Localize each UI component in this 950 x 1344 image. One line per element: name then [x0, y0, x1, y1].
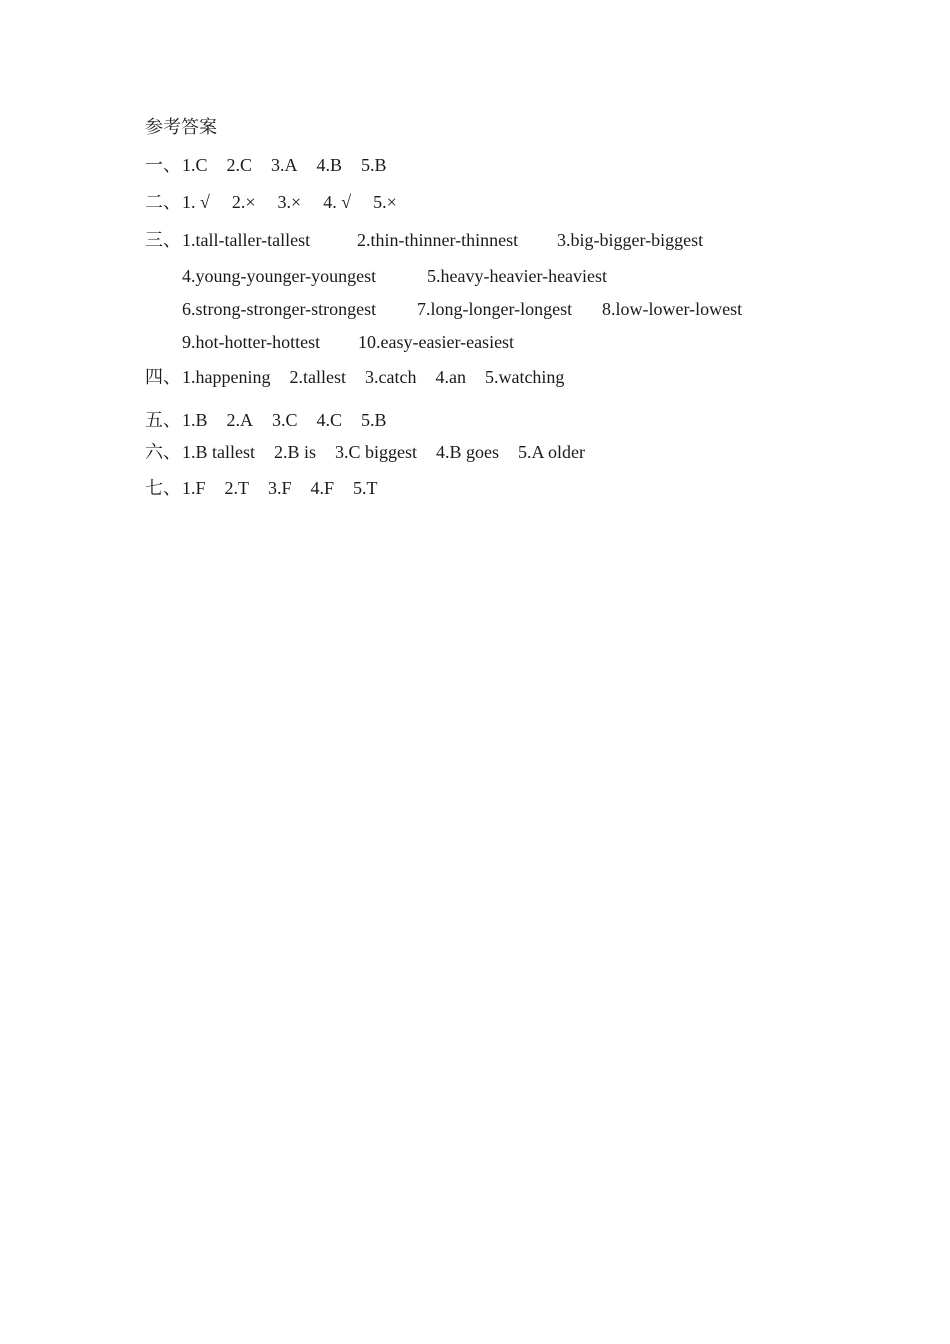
section-prefix: 四、 — [145, 367, 181, 387]
answer-item: 2.tallest — [289, 367, 346, 387]
answer-item: 3.big-bigger-biggest — [557, 230, 704, 250]
answer-item: 4.F — [310, 478, 335, 498]
answer-item: 3.catch — [364, 367, 417, 387]
section-prefix: 一、 — [145, 155, 181, 175]
section-2 — [145, 190, 416, 214]
answer-item: 2.C — [226, 155, 253, 175]
section-4 — [145, 365, 583, 389]
answer-item: 5.B — [361, 155, 387, 175]
answer-item: 3.C biggest — [335, 442, 418, 462]
answer-item: 4.B — [316, 155, 343, 175]
answer-item: 4.C — [316, 410, 343, 430]
section-6 — [145, 440, 604, 464]
answer-item: 2.T — [224, 478, 250, 498]
section-prefix: 二、 — [145, 192, 181, 212]
answer-item: 4.an — [435, 367, 466, 387]
section-1 — [145, 153, 406, 177]
answer-item: 1. √ — [182, 192, 210, 212]
answer-item: 4.young-younger-youngest — [182, 266, 377, 286]
page-title: 参考答案 — [145, 117, 217, 137]
answer-item: 5.A older — [518, 442, 586, 462]
answer-item: 4. √ — [323, 192, 352, 212]
answer-item: 3.F — [268, 478, 292, 498]
answer-item: 5.watching — [484, 367, 565, 387]
answer-item: 2.thin-thinner-thinnest — [357, 230, 519, 250]
answer-item: 4.B goes — [436, 442, 500, 462]
answer-item: 3.C — [272, 410, 298, 430]
answer-item: 2.A — [226, 410, 254, 430]
answer-item: 10.easy-easier-easiest — [358, 332, 515, 352]
answer-item: 2.× — [231, 192, 256, 212]
answer-item: 5.B — [361, 410, 387, 430]
answer-item: 5.T — [353, 478, 378, 498]
answer-item: 1.happening — [182, 367, 271, 387]
answer-item: 1.B tallest — [182, 442, 255, 462]
answer-item: 1.B — [182, 410, 208, 430]
answer-item: 5.heavy-heavier-heaviest — [427, 266, 608, 286]
section-3-line-1 — [145, 228, 845, 252]
answer-item: 5.× — [373, 192, 397, 212]
answer-item: 8.low-lower-lowest — [602, 299, 743, 319]
section-prefix: 五、 — [145, 410, 181, 430]
answer-item: 6.strong-stronger-strongest — [182, 299, 377, 319]
section-prefix: 七、 — [145, 478, 181, 498]
answer-item: 1.C — [182, 155, 208, 175]
answer-item: 2.B is — [274, 442, 317, 462]
section-3-line-3 — [145, 297, 845, 321]
section-3-line-4 — [145, 330, 845, 354]
section-prefix: 三、 — [145, 230, 181, 250]
answer-item: 7.long-longer-longest — [417, 299, 573, 319]
answer-item: 9.hot-hotter-hottest — [182, 332, 321, 352]
section-prefix: 六、 — [145, 442, 181, 462]
answer-item: 1.F — [182, 478, 206, 498]
answer-item: 3.A — [271, 155, 298, 175]
answer-item: 3.× — [277, 192, 302, 212]
section-5 — [145, 408, 406, 432]
answer-item: 1.tall-taller-tallest — [182, 230, 311, 250]
section-7 — [145, 476, 397, 500]
section-3-line-2 — [145, 264, 845, 288]
